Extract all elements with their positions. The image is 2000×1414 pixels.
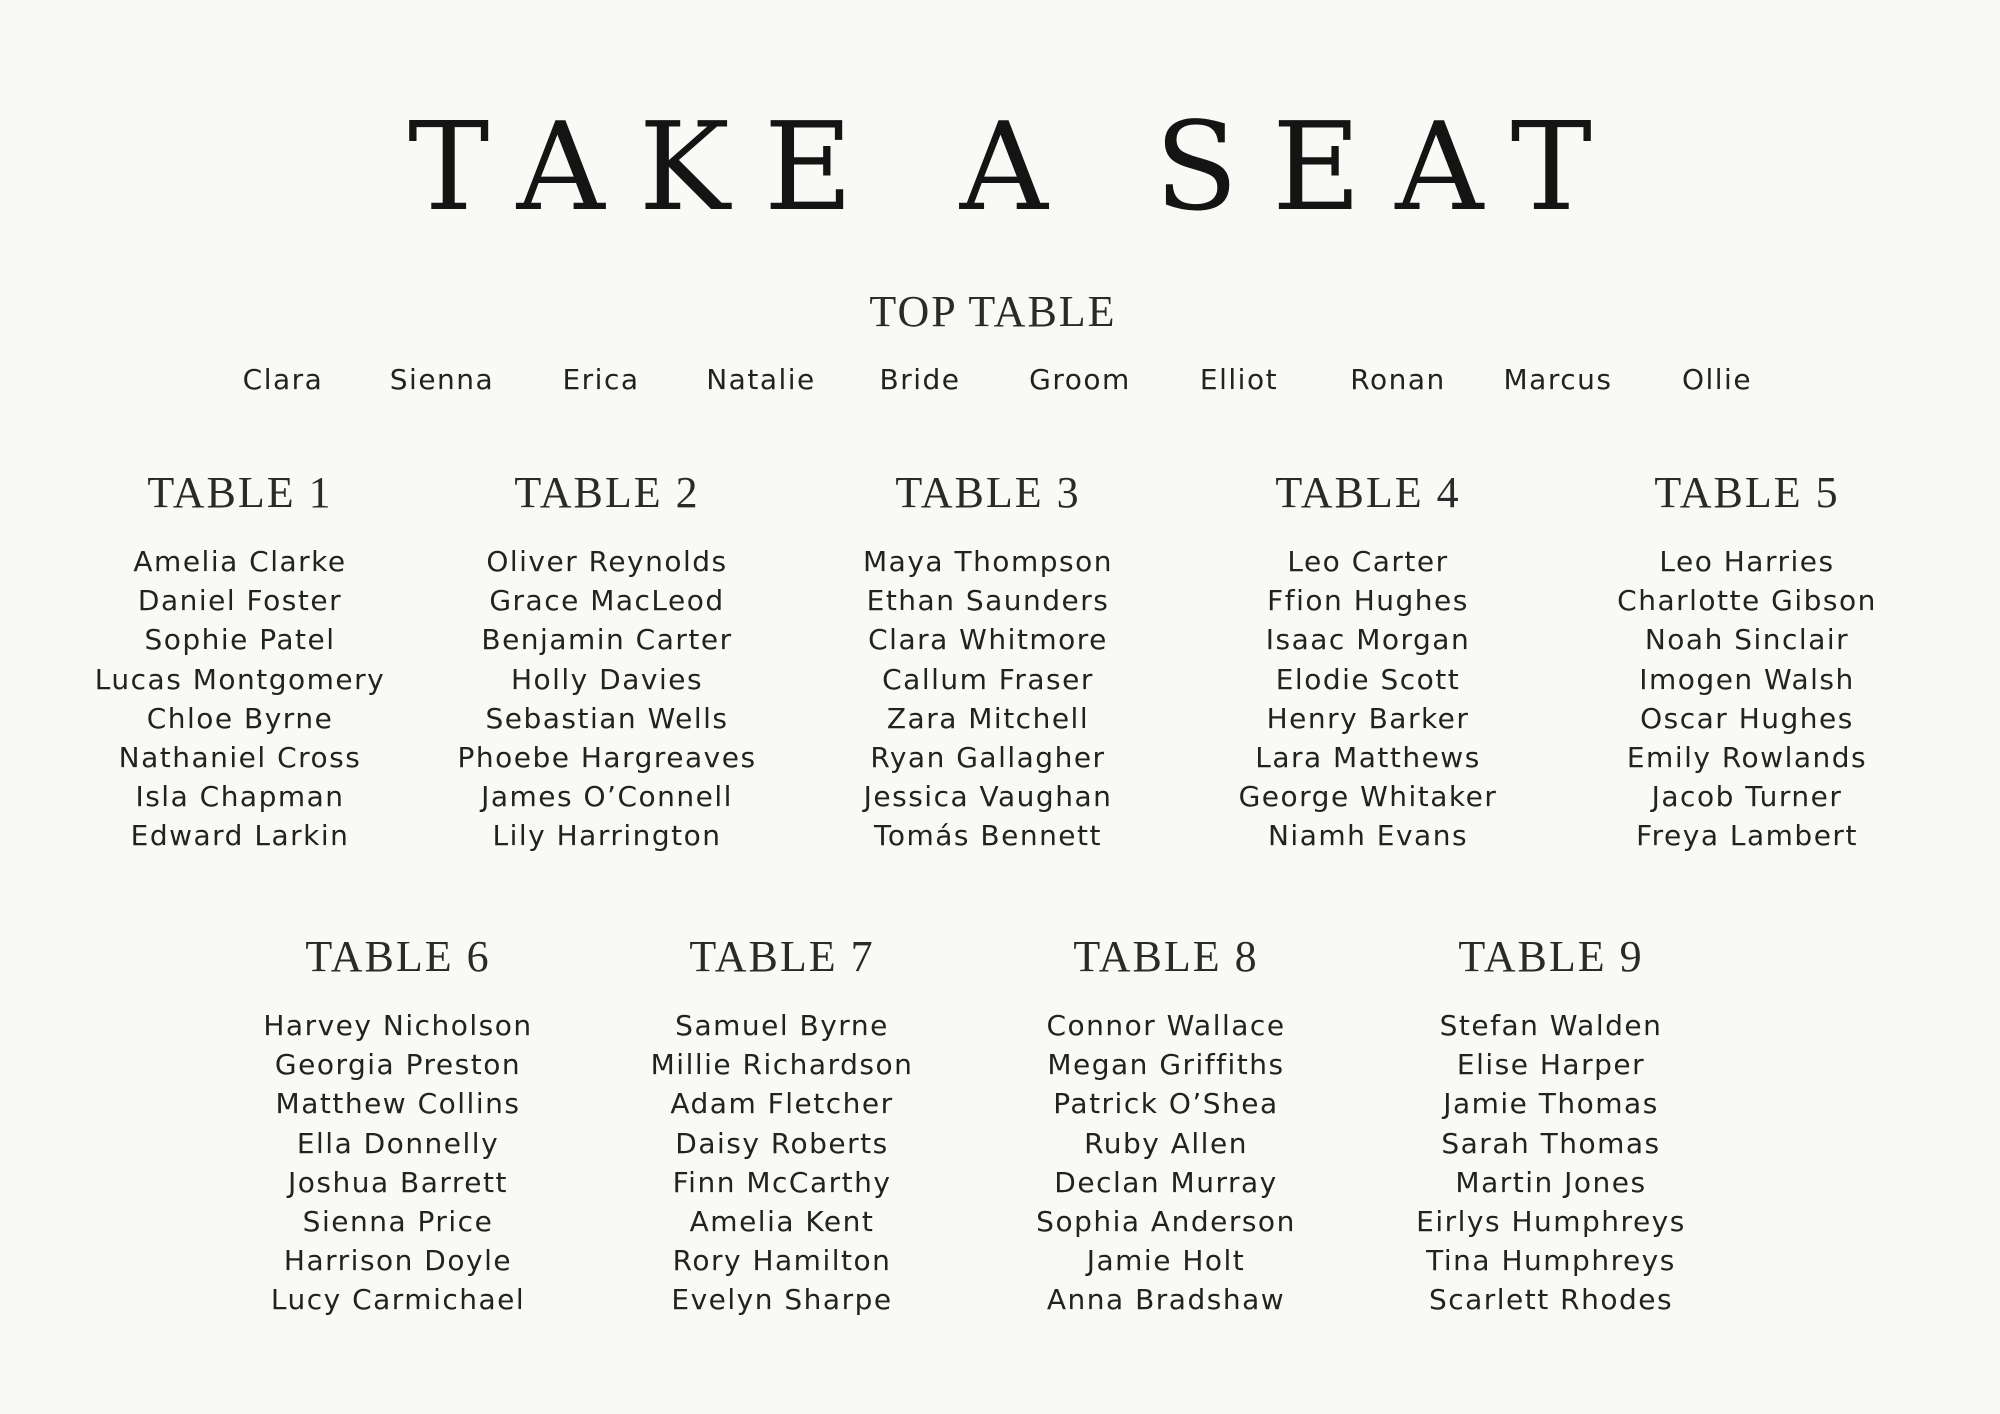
top-table-guest: Clara	[242, 363, 324, 396]
guest-name: Amelia Clarke	[133, 545, 347, 578]
guest-name: George Whitaker	[1238, 780, 1498, 814]
guest-name: Clara Whitmore	[868, 623, 1108, 657]
guest-name: Maya Thompson	[863, 545, 1113, 578]
top-table-guest: Groom	[1029, 363, 1131, 396]
guest-name: Anna Bradshaw	[1046, 1283, 1286, 1317]
guest-list	[1381, 1006, 1721, 1320]
guest-name: Sienna Price	[302, 1205, 494, 1239]
table-heading: TABLE 3	[895, 468, 1081, 517]
guest-list	[612, 1006, 952, 1320]
guest-name: Martin Jones	[1455, 1165, 1647, 1199]
top-table-guest: Marcus	[1503, 363, 1613, 396]
table-heading: TABLE 7	[689, 932, 875, 981]
guest-name: Callum Fraser	[882, 662, 1094, 696]
table-heading: TABLE 2	[514, 468, 700, 517]
guest-name: Lucy Carmichael	[270, 1283, 526, 1317]
guest-name: Emily Rowlands	[1626, 741, 1868, 775]
guest-name: Samuel Byrne	[675, 1009, 889, 1042]
table-9	[1381, 930, 1721, 1320]
guest-name: Jessica Vaughan	[863, 780, 1113, 814]
guest-name: Freya Lambert	[1636, 819, 1858, 853]
guest-name: Elise Harper	[1456, 1048, 1646, 1082]
guest-name: Ryan Gallagher	[870, 741, 1106, 775]
guest-name: Elodie Scott	[1275, 662, 1461, 696]
guest-name: Daniel Foster	[137, 584, 343, 618]
table-3	[818, 466, 1158, 856]
guest-name: Chloe Byrne	[146, 701, 334, 735]
guest-name: Tomás Bennett	[873, 819, 1102, 853]
top-table-guest: Natalie	[706, 363, 816, 396]
guest-list	[1577, 542, 1917, 856]
guest-name: Sophie Patel	[144, 623, 336, 657]
guest-name: Leo Harries	[1659, 545, 1835, 578]
guest-name: Isla Chapman	[135, 780, 345, 814]
guest-name: Zara Mitchell	[886, 701, 1090, 735]
table-heading: TABLE 6	[305, 932, 491, 981]
table-heading: TABLE 1	[147, 468, 333, 517]
guest-name: Noah Sinclair	[1644, 623, 1850, 657]
top-table-guest: Ollie	[1681, 363, 1753, 396]
guest-list	[818, 542, 1158, 856]
guest-name: Nathaniel Cross	[118, 741, 362, 775]
guest-name: Sarah Thomas	[1441, 1126, 1661, 1160]
guest-name: Sophia Anderson	[1036, 1205, 1296, 1239]
page-title: TAKE A SEAT	[407, 96, 1627, 238]
guest-name: Jacob Turner	[1651, 780, 1843, 814]
table-heading: TABLE 4	[1275, 468, 1461, 517]
guest-name: Scarlett Rhodes	[1428, 1283, 1674, 1317]
guest-name: Lara Matthews	[1255, 741, 1481, 775]
guest-name: Stefan Walden	[1439, 1009, 1663, 1042]
guest-name: Charlotte Gibson	[1617, 584, 1877, 618]
guest-name: Leo Carter	[1287, 545, 1449, 578]
table-heading: TABLE 9	[1458, 932, 1644, 981]
guest-name: Millie Richardson	[650, 1048, 914, 1082]
table-1	[70, 466, 410, 856]
table-8	[996, 930, 1336, 1320]
guest-name: Grace MacLeod	[489, 584, 725, 618]
guest-list	[1198, 542, 1538, 856]
guest-list	[437, 542, 777, 856]
guest-name: Ruby Allen	[1084, 1126, 1248, 1160]
guest-name: Connor Wallace	[1046, 1009, 1286, 1042]
guest-name: Evelyn Sharpe	[671, 1283, 893, 1317]
guest-name: Patrick O’Shea	[1053, 1087, 1279, 1121]
guest-name: Imogen Walsh	[1639, 662, 1855, 696]
guest-name: Harvey Nicholson	[263, 1009, 533, 1042]
guest-list	[228, 1006, 568, 1320]
guest-name: Benjamin Carter	[481, 623, 733, 657]
guest-name: Adam Fletcher	[670, 1087, 894, 1121]
guest-name: James O’Connell	[481, 780, 733, 814]
guest-name: Declan Murray	[1054, 1165, 1278, 1199]
guest-name: Eirlys Humphreys	[1416, 1205, 1686, 1239]
guest-list	[70, 542, 410, 856]
guest-name: Joshua Barrett	[288, 1165, 508, 1199]
table-5	[1577, 466, 1917, 856]
guest-name: Edward Larkin	[130, 819, 350, 853]
top-table-heading: TOP TABLE	[869, 287, 1117, 336]
top-table-guest: Bride	[879, 363, 961, 396]
guest-name: Tina Humphreys	[1426, 1244, 1676, 1278]
top-table-guest: Sienna	[389, 363, 495, 396]
table-2	[437, 466, 777, 856]
table-heading: TABLE 8	[1073, 932, 1259, 981]
guest-name: Daisy Roberts	[675, 1126, 889, 1160]
top-table-guest: Elliot	[1199, 363, 1279, 396]
guest-name: Niamh Evans	[1267, 819, 1469, 853]
guest-name: Lily Harrington	[492, 819, 722, 853]
guest-name: Lucas Montgomery	[94, 662, 386, 696]
guest-name: Ella Donnelly	[296, 1126, 500, 1160]
top-table-guest: Erica	[562, 363, 640, 396]
top-table-guest: Ronan	[1350, 363, 1446, 396]
guest-name: Oliver Reynolds	[486, 545, 728, 578]
top-table-guest-list	[0, 360, 2000, 400]
guest-name: Oscar Hughes	[1640, 701, 1854, 735]
guest-name: Matthew Collins	[275, 1087, 521, 1121]
guest-name: Georgia Preston	[274, 1048, 522, 1082]
table-6	[228, 930, 568, 1320]
guest-list	[996, 1006, 1336, 1320]
guest-name: Harrison Doyle	[283, 1244, 513, 1278]
guest-name: Henry Barker	[1266, 701, 1470, 735]
guest-name: Sebastian Wells	[485, 701, 729, 735]
guest-name: Finn McCarthy	[672, 1165, 892, 1199]
table-7	[612, 930, 952, 1320]
guest-name: Amelia Kent	[689, 1205, 875, 1239]
guest-name: Jamie Thomas	[1443, 1087, 1659, 1121]
guest-name: Ffion Hughes	[1267, 584, 1469, 618]
guest-name: Rory Hamilton	[672, 1244, 892, 1278]
guest-name: Jamie Holt	[1086, 1244, 1246, 1278]
table-4	[1198, 466, 1538, 856]
guest-name: Holly Davies	[510, 662, 704, 696]
table-heading: TABLE 5	[1654, 468, 1840, 517]
guest-name: Phoebe Hargreaves	[457, 741, 757, 775]
guest-name: Isaac Morgan	[1265, 623, 1471, 657]
guest-name: Ethan Saunders	[866, 584, 1110, 618]
guest-name: Megan Griffiths	[1047, 1048, 1285, 1082]
